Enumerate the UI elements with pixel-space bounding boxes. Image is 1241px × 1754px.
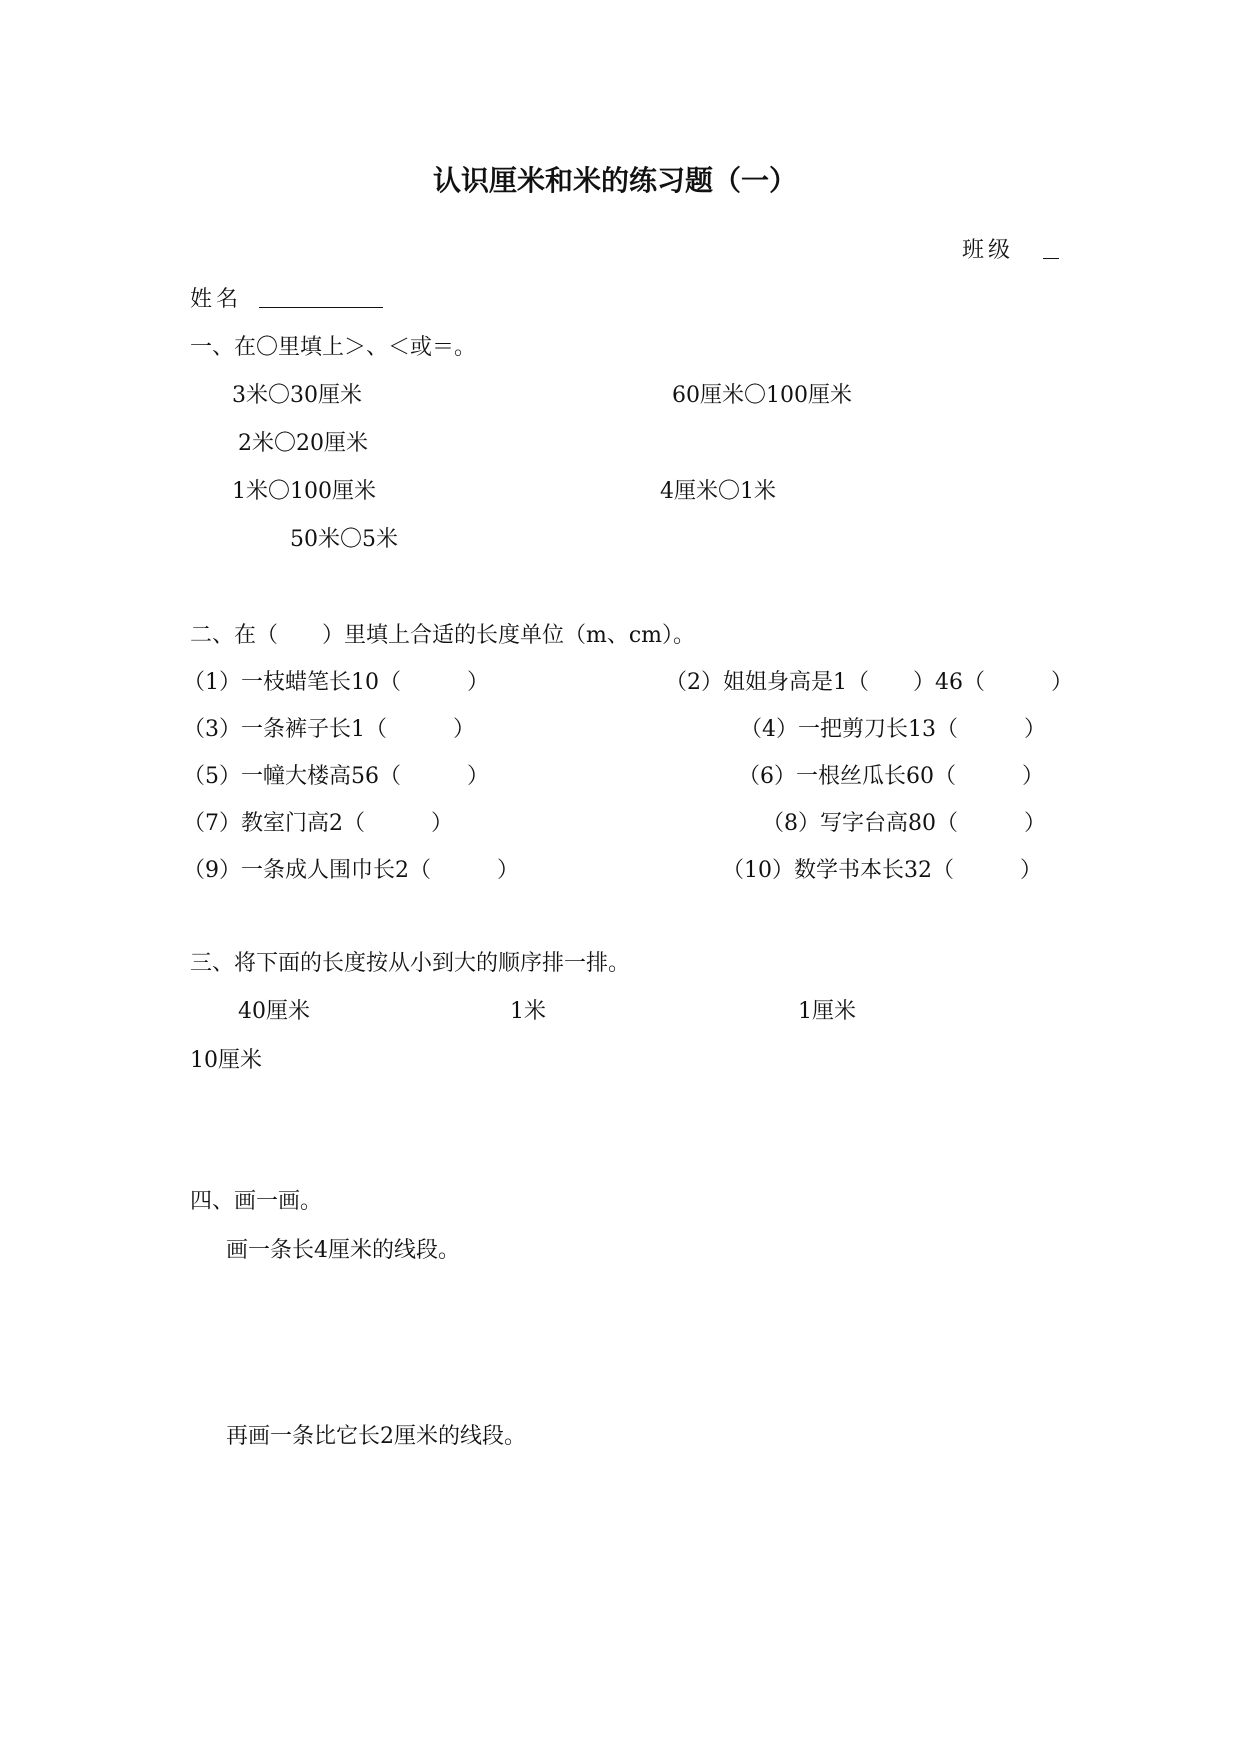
length-item: 1米 (510, 999, 546, 1024)
unit-item: （8）写字台高80（ ） (762, 811, 1046, 836)
compare-item: 2米〇20厘米 (238, 431, 368, 456)
compare-item: 1米〇100厘米 (232, 479, 376, 504)
unit-item: （5）一幢大楼高56（ ） (183, 764, 489, 789)
compare-item: 4厘米〇1米 (660, 479, 776, 504)
name-blank[interactable] (259, 287, 383, 308)
compare-item: 60厘米〇100厘米 (672, 383, 852, 408)
section1-heading: 一、在〇里填上＞、＜或＝。 (190, 335, 477, 360)
section4-heading: 四、画一画。 (190, 1189, 323, 1214)
class-label: 班级 (962, 238, 1015, 263)
class-field (962, 238, 1059, 264)
unit-item: （6）一根丝瓜长60（ ） (738, 764, 1044, 789)
unit-item: （7）教室门高2（ ） (183, 811, 453, 836)
compare-item: 3米〇30厘米 (232, 383, 362, 408)
section3-heading: 三、将下面的长度按从小到大的顺序排一排。 (190, 951, 631, 976)
unit-item: （1）一枝蜡笔长10（ ） (183, 670, 489, 695)
unit-item: （3）一条裤子长1（ ） (183, 717, 475, 742)
draw-task-2: 再画一条比它长2厘米的线段。 (226, 1424, 526, 1449)
page-title: 认识厘米和米的练习题（一） (433, 164, 798, 197)
length-item: 1厘米 (798, 999, 856, 1024)
unit-item: （10）数学书本长32（ ） (722, 858, 1042, 883)
name-label: 姓名 (190, 287, 243, 312)
draw-task-1: 画一条长4厘米的线段。 (226, 1238, 460, 1263)
name-field (190, 287, 383, 313)
section2-heading: 二、在（ ）里填上合适的长度单位（m、cm）。 (190, 623, 696, 648)
class-blank[interactable] (1043, 238, 1059, 259)
unit-item: （4）一把剪刀长13（ ） (740, 717, 1046, 742)
unit-item: （9）一条成人围巾长2（ ） (183, 858, 519, 883)
length-item: 40厘米 (238, 999, 310, 1024)
compare-item: 50米〇5米 (290, 527, 398, 552)
length-item: 10厘米 (190, 1048, 262, 1073)
unit-item: （2）姐姐身高是1（ ）46（ ） (665, 670, 1073, 695)
